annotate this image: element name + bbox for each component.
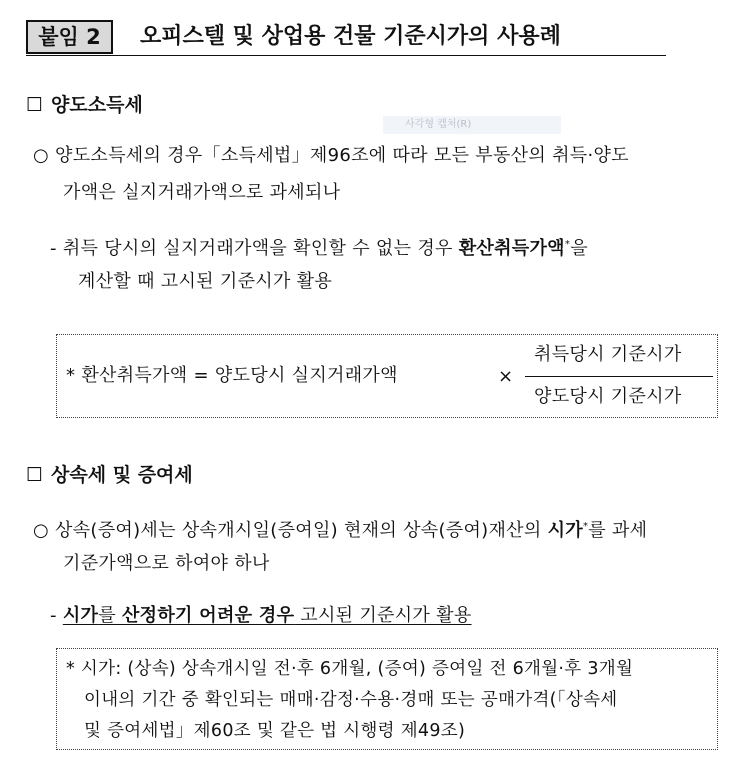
- transfer-paragraph-line2: 가액은 실지거래가액으로 과세되나: [63, 182, 341, 203]
- fraction-bar: [525, 376, 713, 377]
- checkbox-square-icon: ☐: [26, 94, 44, 116]
- inheritance-sub-line: - 시가를 산정하기 어려운 경우 고시된 기준시가 활용: [50, 605, 472, 626]
- formula-lhs: * 환산취득가액 = 양도당시 실지거래가액: [66, 365, 398, 386]
- appendix-badge: 붙임 2: [26, 20, 113, 54]
- section-heading-transfer-tax: ☐ 양도소득세: [26, 94, 143, 116]
- note-line2: 이내의 기간 중 확인되는 매매·감정·수용·경매 또는 공매가격(「상속세: [84, 690, 618, 710]
- formula-numerator: 취득당시 기준시가: [534, 344, 682, 365]
- note-line3: 및 증여세법」제60조 및 같은 법 시행령 제49조): [84, 721, 466, 741]
- formula-denominator: 양도당시 기준시가: [534, 386, 682, 407]
- multiply-sign: ×: [498, 366, 514, 387]
- transfer-paragraph-line1: ○ 양도소득세의 경우「소득세법」제96조에 따라 모든 부동산의 취득·양도: [33, 145, 629, 166]
- transfer-sub-line1: - 취득 당시의 실지거래가액을 확인할 수 없는 경우 환산취득가액*을: [50, 238, 588, 259]
- note-line1: * 시가: (상속) 상속개시일 전·후 6개월, (증여) 증여일 전 6개월·후 3개월: [66, 659, 634, 679]
- circle-bullet-icon: ○: [33, 520, 56, 541]
- page-title: 오피스텔 및 상업용 건물 기준시가의 사용례: [140, 24, 561, 49]
- section-heading-inheritance-gift-tax: ☐ 상속세 및 증여세: [26, 464, 193, 486]
- underlined-phrase: 시가를 산정하기 어려운 경우 고시된 기준시가 활용: [62, 605, 472, 626]
- inheritance-paragraph-line1: ○ 상속(증여)세는 상속개시일(증여일) 현재의 상속(증여)재산의 시가*를 과세: [33, 520, 648, 541]
- market-value-term: 시가: [547, 520, 583, 541]
- circle-bullet-icon: ○: [33, 145, 56, 166]
- converted-acquisition-value: 환산취득가액: [458, 238, 565, 259]
- title-underline: [26, 55, 666, 56]
- screen-capture-overlay: 사각형 캡처(R): [383, 116, 561, 134]
- checkbox-square-icon: ☐: [26, 464, 44, 486]
- inheritance-paragraph-line2: 기준가액으로 하여야 하나: [63, 553, 270, 574]
- transfer-sub-line2: 계산할 때 고시된 기준시가 활용: [78, 271, 333, 292]
